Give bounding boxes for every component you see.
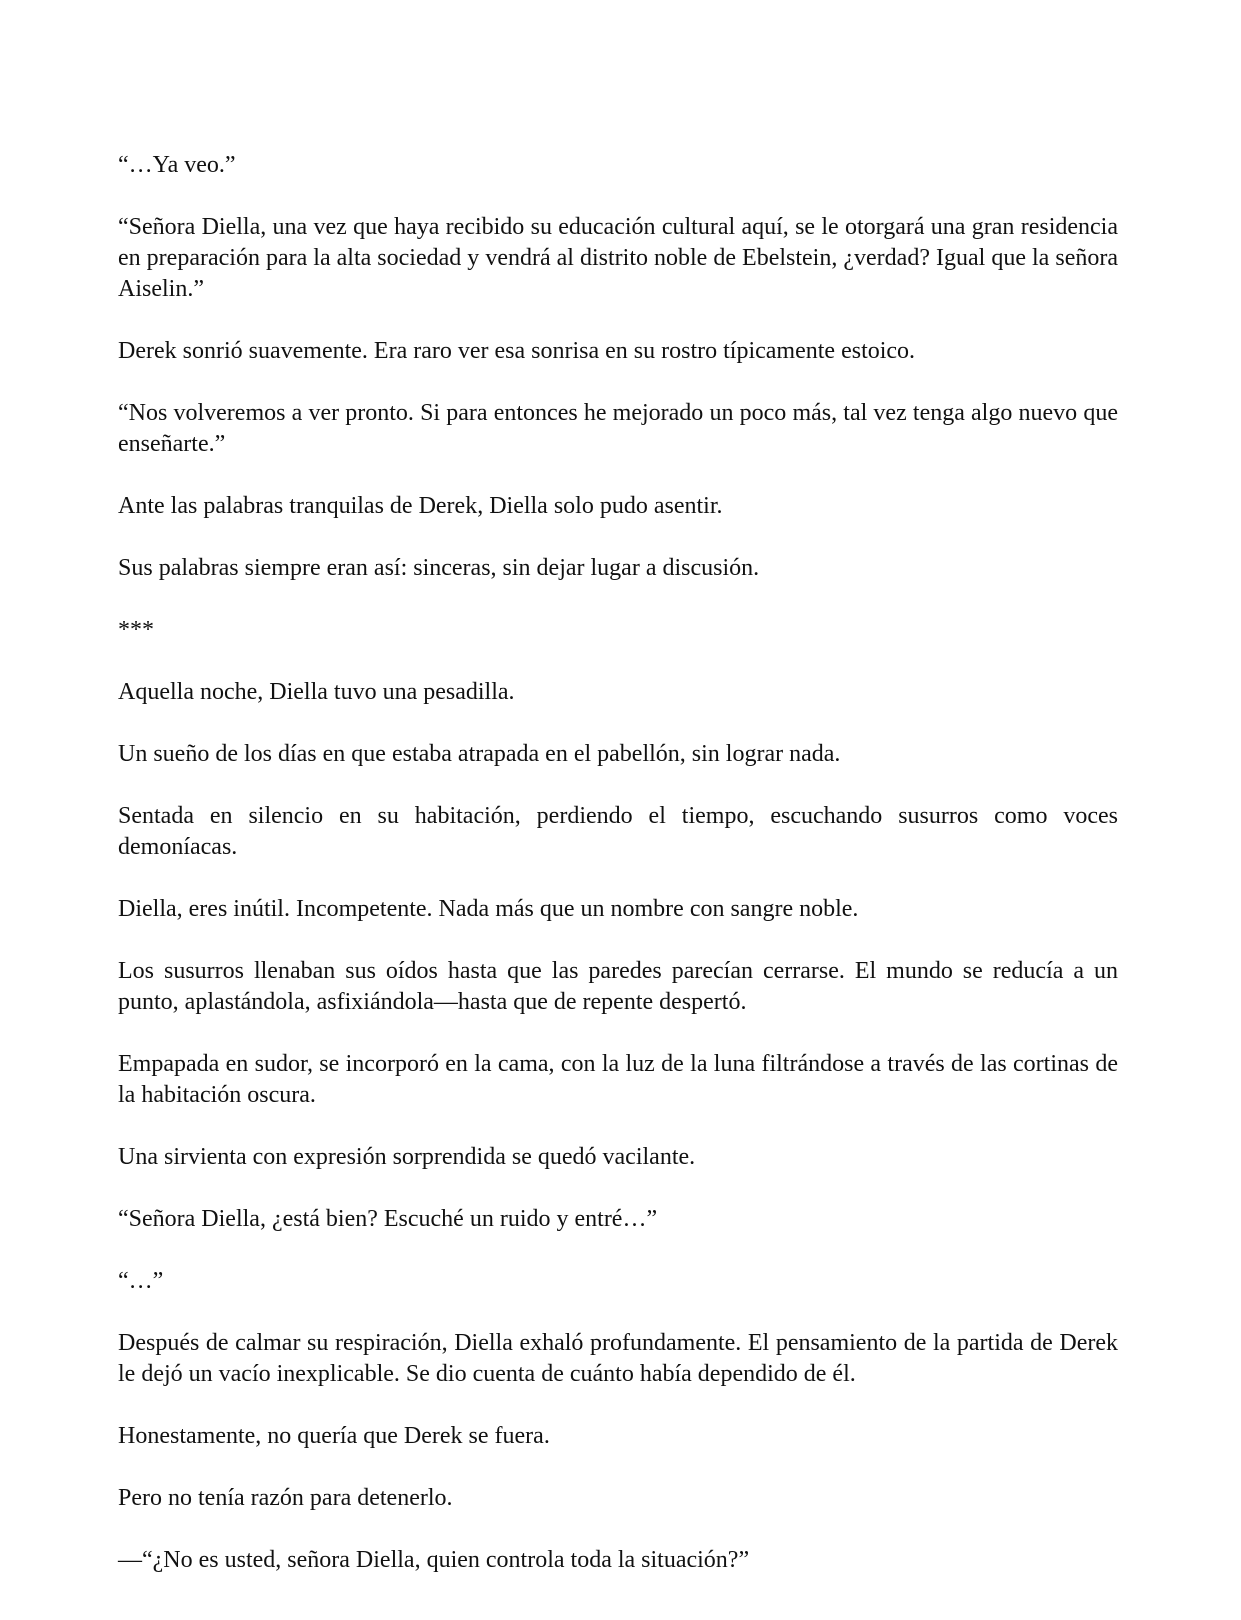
paragraph: Un sueño de los días en que estaba atrapada en el pabellón, sin lograr nada. [118,741,841,767]
paragraph: Ante las palabras tranquilas de Derek, Diella solo pudo asentir. [118,493,723,519]
paragraph: Sus palabras siempre eran así: sinceras, sin dejar lugar a discusión. [118,555,760,581]
paragraph: Pero no tenía razón para detenerlo. [118,1485,453,1511]
paragraph: “Señora Diella, ¿está bien? Escuché un ruido y entré…” [118,1206,658,1232]
paragraph: —“¿No es usted, señora Diella, quien controla toda la situación?” [118,1547,750,1573]
paragraph: Sentada en silencio en su habitación, perdiendo el tiempo, escuchando susurros como voces demoníacas. [118,803,1118,860]
paragraph: Aquella noche, Diella tuvo una pesadilla. [118,679,515,705]
paragraph: Empapada en sudor, se incorporó en la cama, con la luz de la luna filtrándose a través de las cortinas de la habitación oscura. [118,1051,1118,1108]
paragraph: Una sirvienta con expresión sorprendida se quedó vacilante. [118,1144,696,1170]
document-body [118,150,1118,1607]
paragraph: “Señora Diella, una vez que haya recibido su educación cultural aquí, se le otorgará una gran residencia en preparación para la alta sociedad y vendrá al distrito noble de Ebelstein, ¿verdad? Igual que la señora Aiselin.” [118,214,1118,302]
paragraph: Los susurros llenaban sus oídos hasta que las paredes parecían cerrarse. El mundo se reducía a un punto, aplastándola, asfixiándola—hasta que de repente despertó. [118,958,1118,1015]
paragraph: “…” [118,1268,164,1294]
paragraph: Derek sonrió suavemente. Era raro ver esa sonrisa en su rostro típicamente estoico. [118,338,916,364]
paragraph: Diella, eres inútil. Incompetente. Nada más que un nombre con sangre noble. [118,896,859,922]
paragraph: Honestamente, no quería que Derek se fuera. [118,1423,550,1449]
paragraph: Después de calmar su respiración, Diella exhaló profundamente. El pensamiento de la partida de Derek le dejó un vacío inexplicable. Se dio cuenta de cuánto había dependido de él. [118,1330,1118,1387]
paragraph: “Nos volveremos a ver pronto. Si para entonces he mejorado un poco más, tal vez tenga algo nuevo que enseñarte.” [118,400,1118,457]
paragraph: “…Ya veo.” [118,152,236,178]
scene-break: *** [118,617,154,643]
